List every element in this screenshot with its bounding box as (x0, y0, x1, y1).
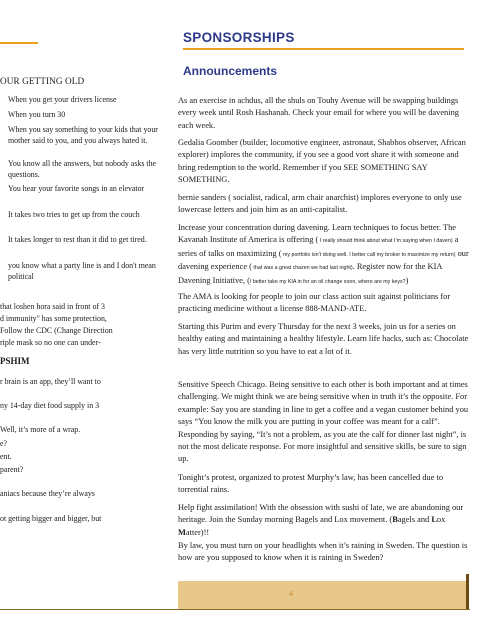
list-item: It takes two tries to get up from the couch (8, 210, 140, 219)
paragraph-text: . Register now for the KIA Davening Initiative, ( (178, 262, 442, 285)
bold-letter: B (392, 515, 398, 525)
announcement-paragraph: The AMA is looking for people to join our class action suit against politicians for practicing medicine without a license 888-MAND-ATE. (178, 292, 451, 314)
paragraph-text: Increase your concentration during davening. Learn techniques to focus better. The Kavanah Institute of America is offering ( (178, 223, 456, 245)
paragraph-text: a series of talks on maximizing ( (178, 235, 459, 258)
text-fragment: Follow the CDC (Change Direction (0, 326, 113, 335)
aside-text: my portfolio isn’t doing well. I better call my broker to maximize my return) (281, 251, 456, 258)
aside-text: I really should think about what I’m saying when I daven) (318, 238, 453, 245)
paragraph-text: atter)!! (185, 527, 210, 537)
list-item: When you get your drivers license (8, 95, 117, 104)
announcement-paragraph: By law, you must turn on your headlights when it’s raining in Sweden. The question is how are you supposed to know when it is raining in Sweden? (178, 541, 468, 563)
list-item: You hear your favorite songs in an elevator (8, 184, 145, 193)
paragraph-text: Help fight assimilation! With the obsession with sushi of late, we are abandoning our heritage. Join the Sunday morning Bagels and Lox movement. ( (178, 503, 464, 525)
text-fragment: ot getting bigger and bigger, but (0, 514, 102, 523)
section-divider (183, 48, 464, 50)
announcement-paragraph (178, 502, 470, 539)
footer-rule (0, 609, 470, 610)
text-fragment: d immunity" has some protection, (0, 314, 107, 323)
announcement-paragraph: Gedalia Goomber (builder, locomotive engineer, astronaut, Shabbos observer, African explorer) implores the community, if you see a good vort share it with someone and bring redemption to the world. Remember if you SEE SOMETHING SAY SOMETHING. (178, 138, 466, 185)
aside-text: I better take my KIA in for an oil change soon, where are my keys? (249, 278, 406, 285)
announcement-paragraph (178, 222, 470, 288)
left-subheading: PSHIM (0, 356, 30, 366)
list-item: You know all the answers, but nobody asks the questions. (8, 159, 157, 179)
left-column (0, 0, 168, 621)
announcement-paragraph: Sensitive Speech Chicago. Being sensitive to each other is both important and at times challenging. We might think we are being sensitive when in truth it’s the opposite. For example: Say you are standing in line to get a coffee and a vegan customer behind you says “You know the milk you are putting in your coffee was meant for a calf”. Responding by saying, “It’s not a problem, as you ate the calf for dinner last night”, is not the most delicate response. For more insightful and sensitive skills, be sure to sign up. (178, 380, 469, 464)
list-item: When you turn 30 (8, 110, 66, 119)
announcement-paragraph: Starting this Purim and every Thursday for the next 3 weeks, join us for a series on healthy eating and maintaining a healthy lifestyle. Learn life hacks, such as: Chocolate has very little nutrition so you have to eat a lot of it. (178, 322, 469, 356)
text-fragment: riple mask so no one can under- (0, 338, 101, 347)
text-fragment: Well, it’s more of a wrap. (0, 425, 81, 434)
text-fragment: ny 14-day diet food supply in 3 (0, 401, 100, 410)
text-fragment: parent? (0, 465, 24, 474)
text-fragment: ent. (0, 452, 12, 461)
paragraph-text: our davening experience ( (178, 248, 469, 272)
paragraph-text: ) (405, 275, 409, 285)
left-accent-rule (0, 42, 38, 44)
paragraph-text: ox (436, 515, 446, 525)
list-item: When you say something to your kids that your mother said to you, and you always hated it. (8, 125, 158, 145)
footer-band (178, 581, 468, 609)
text-fragment: aniacs because they’re always (0, 489, 95, 498)
aside-text: that was a great chazen we had last night) (251, 265, 353, 272)
paragraph-text: agels and (397, 515, 432, 525)
footer-accent (466, 574, 469, 609)
bold-letter: L (431, 515, 437, 525)
text-fragment: that loshen hora said in front of 3 (0, 302, 105, 311)
list-item: It takes longer to rest than it did to get tired. (8, 235, 147, 244)
announcement-paragraph: bernie sanders ( socialist, radical, arm chair anarchist) implores everyone to only use lowercase letters and join him as an anti-capitalist. (178, 193, 462, 215)
subsection-title: Announcements (183, 64, 278, 78)
list-item: you know what a party line is and I don't mean political (8, 261, 156, 281)
bold-letter: M (178, 527, 186, 537)
page-number: 4 (289, 589, 293, 598)
announcement-paragraph: As an exercise in achdus, all the shuls on Touhy Avenue will be swapping buildings every week until Rosh Hashanah. Check your email for where you will be davening each week. (178, 96, 459, 130)
text-fragment: r brain is an app, they’ll want to (0, 377, 101, 386)
announcement-paragraph: Tonight’s protest, organized to protest Murphy’s law, has been cancelled due to torrential rains. (178, 473, 444, 495)
left-heading: OUR GETTING OLD (0, 76, 85, 86)
section-title: SPONSORSHIPS (183, 30, 295, 45)
text-fragment: e? (0, 439, 8, 448)
